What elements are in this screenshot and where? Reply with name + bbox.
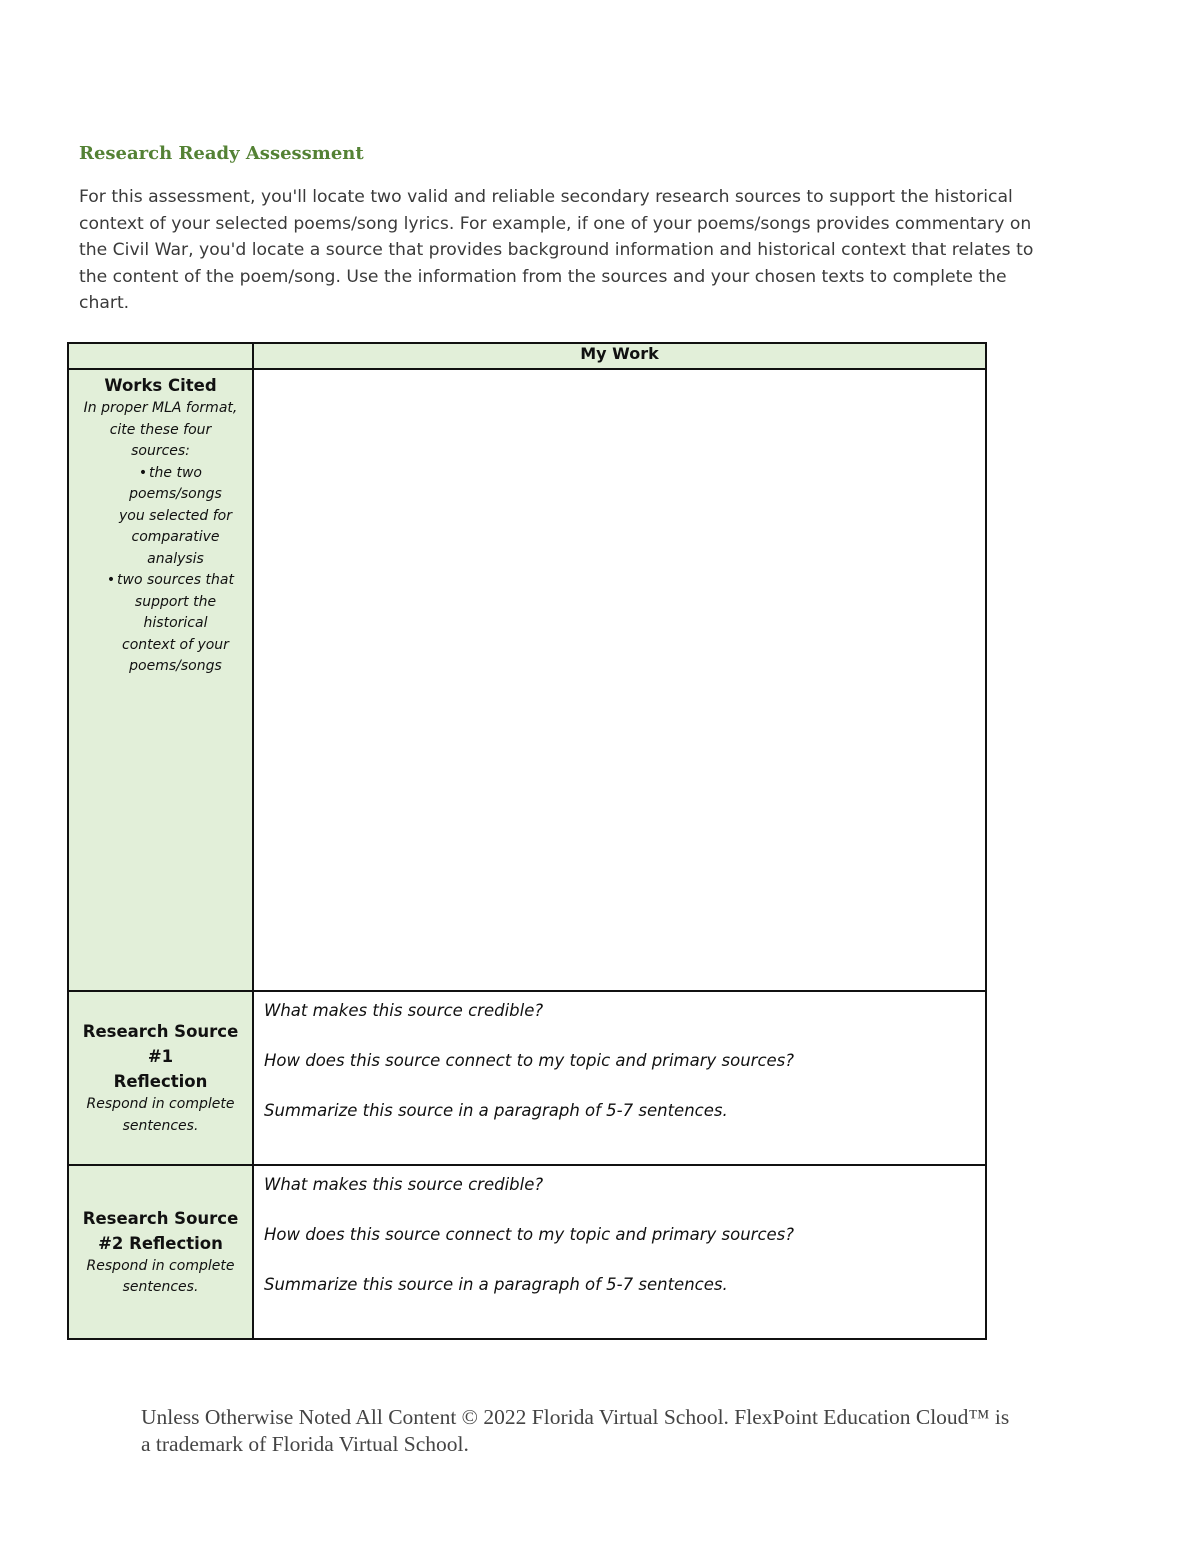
prompt-credible: What makes this source credible? (264, 1001, 544, 1020)
works-cited-row (68, 369, 986, 991)
copyright-footer: Unless Otherwise Noted All Content © 2022 Florida Virtual School. FlexPoint Education Cloud™ is a trademark of Florida Virtual School. (141, 1405, 1010, 1456)
works-cited-instruction: In proper MLA format, cite these four sources: (83, 400, 238, 459)
table-header-row (68, 343, 986, 369)
research-source-2-row (68, 1165, 986, 1339)
prompt-summarize: Summarize this source in a paragraph of 5-7 sentences. (264, 1101, 728, 1120)
research-source-2-label-cell (68, 1165, 253, 1339)
prompt-credible: What makes this source credible? (264, 1175, 544, 1194)
bullet-icon: • (106, 572, 116, 588)
research-source-1-label: Research Source (82, 1022, 239, 1041)
research-source-2-reflection: #2 Reflection (98, 1233, 223, 1253)
research-source-2-response-cell[interactable] (253, 1165, 986, 1339)
research-source-1-label-cell (68, 991, 253, 1165)
list-item: • the two poems/songs you selected for comparative analysis (119, 464, 232, 567)
works-cited-label-cell (68, 369, 253, 991)
research-source-1-reflection: Reflection (113, 1072, 208, 1091)
works-cited-bullets (69, 463, 252, 678)
research-source-1-instruction: Respond in complete sentences. (86, 1096, 235, 1134)
research-source-1-row (68, 991, 986, 1165)
prompt-summarize: Summarize this source in a paragraph of 5-7 sentences. (264, 1275, 728, 1294)
intro-paragraph: For this assessment, you'll locate two valid and reliable secondary research sources to support the historical context of your selected poems/song lyrics. For example, if one of your poems/songs provides commentary on the Civil War, you'd locate a source that provides background information and historical context that relates to the content of the poem/song. Use the information from the sources and your chosen texts to complete the chart. (79, 187, 1034, 313)
bullet-icon: • (138, 464, 148, 481)
research-source-1-response-cell[interactable] (253, 991, 986, 1165)
research-source-2-label: Research Source (82, 1208, 239, 1228)
prompt-connect: How does this source connect to my topic and primary sources? (264, 1051, 795, 1070)
prompt-connect: How does this source connect to my topic and primary sources? (264, 1225, 795, 1244)
header-left-cell (68, 343, 253, 369)
works-cited-response-cell[interactable] (253, 369, 986, 991)
research-source-2-instruction: Respond in complete sentences. (86, 1257, 235, 1295)
header-my-work: My Work (253, 343, 986, 369)
assessment-table (67, 342, 987, 1340)
list-item: • two sources that support the historical context of your poems/songs (106, 572, 234, 674)
works-cited-label: Works Cited (104, 376, 217, 395)
research-source-1-number: #1 (147, 1047, 174, 1066)
page-title: Research Ready Assessment (79, 143, 364, 164)
